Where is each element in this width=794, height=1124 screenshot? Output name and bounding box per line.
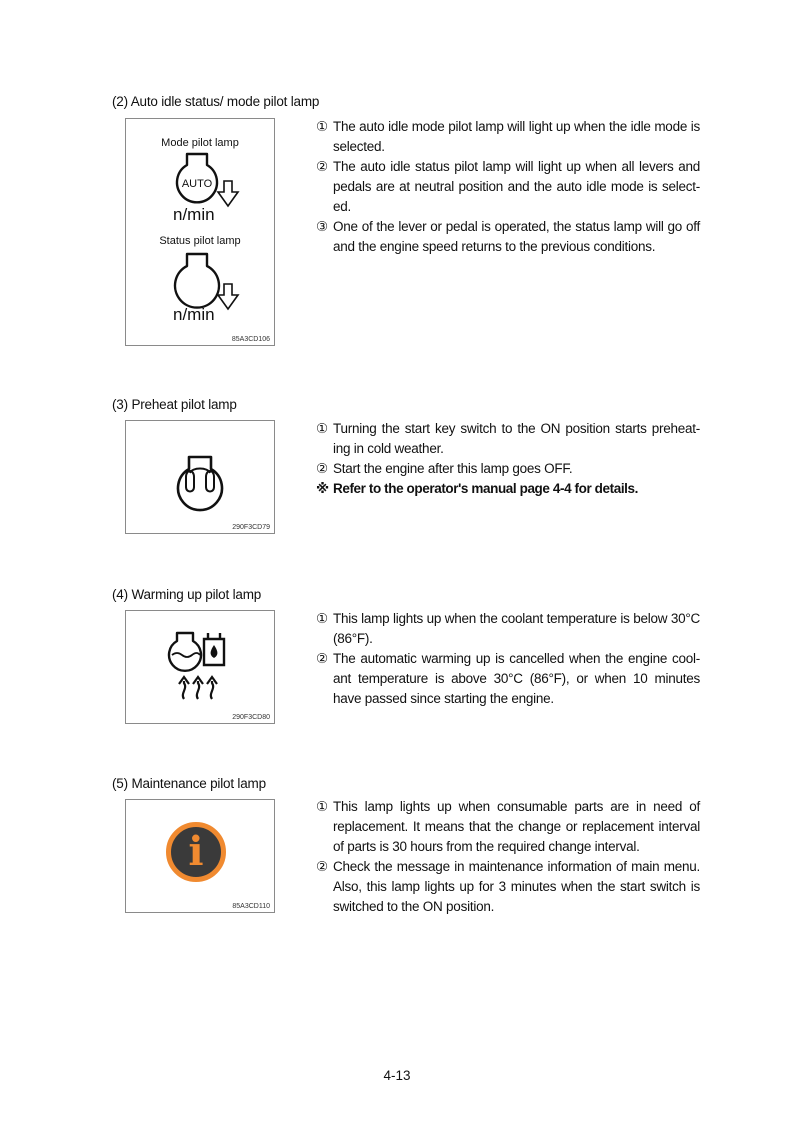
auto-text: AUTO <box>181 178 213 190</box>
list-item: ② The automatic warming up is cancelled when the engine cool-ant temperature is above 30°C (86°F), or when 10 minutes have passed since starting the engine. <box>316 651 700 706</box>
list-item: ① Turning the start key switch to the ON position starts preheat-ing in cold weather. <box>316 421 700 456</box>
maintenance-figure <box>125 799 275 913</box>
rpm-text-status: n/min <box>173 305 215 324</box>
figure-code: 290F3CD80 <box>232 714 270 721</box>
status-pilot-lamp-caption: Status pilot lamp <box>159 235 241 247</box>
section-heading-warming-up: (4) Warming up pilot lamp <box>112 587 262 602</box>
list-item: ② The auto idle status pilot lamp will light up when all levers and pedals are at neutral position and the auto idle mode is select-ed. <box>316 159 700 214</box>
auto-idle-figure <box>125 118 275 346</box>
maintenance-list <box>316 797 700 917</box>
list-item: ③ One of the lever or pedal is operated, the status lamp will go off and the engine speed returns to the previous conditions. <box>316 219 700 254</box>
list-item: ② Check the message in maintenance information of main menu. Also, this lamp lights up for 3 minutes when the start switch is switched to the ON position. <box>316 859 700 914</box>
preheat-figure <box>125 420 275 534</box>
mode-pilot-lamp-caption: Mode pilot lamp <box>161 137 239 149</box>
figure-code: 290F3CD79 <box>232 524 270 531</box>
section-heading-preheat: (3) Preheat pilot lamp <box>112 397 237 412</box>
preheat-list <box>316 419 700 499</box>
rpm-text-mode: n/min <box>173 205 215 224</box>
preheat-bulb-icon <box>126 421 276 535</box>
list-item-note: ※ Refer to the operator's manual page 4-4 for details. <box>316 481 638 496</box>
figure-code: 85A3CD106 <box>231 336 270 343</box>
list-item: ① This lamp lights up when consumable parts are in need of replacement. It means that the change or replacement interval of parts is 30 hours from the required change interval. <box>316 799 700 854</box>
list-item: ② Start the engine after this lamp goes OFF. <box>316 461 573 476</box>
section-heading-maintenance: (5) Maintenance pilot lamp <box>112 776 266 791</box>
auto-idle-list <box>316 117 700 257</box>
warming-up-list <box>316 609 700 709</box>
warming-up-figure <box>125 610 275 724</box>
list-item: ① The auto idle mode pilot lamp will light up when the idle mode is selected. <box>316 119 700 154</box>
page-number: 4-13 <box>383 1068 411 1083</box>
list-item: ① This lamp lights up when the coolant temperature is below 30°C (86°F). <box>316 611 700 646</box>
info-i-icon: i <box>166 822 226 882</box>
section-heading-auto-idle: (2) Auto idle status/ mode pilot lamp <box>112 94 320 109</box>
warming-up-icon <box>126 611 276 725</box>
figure-code: 85A3CD110 <box>232 903 270 910</box>
